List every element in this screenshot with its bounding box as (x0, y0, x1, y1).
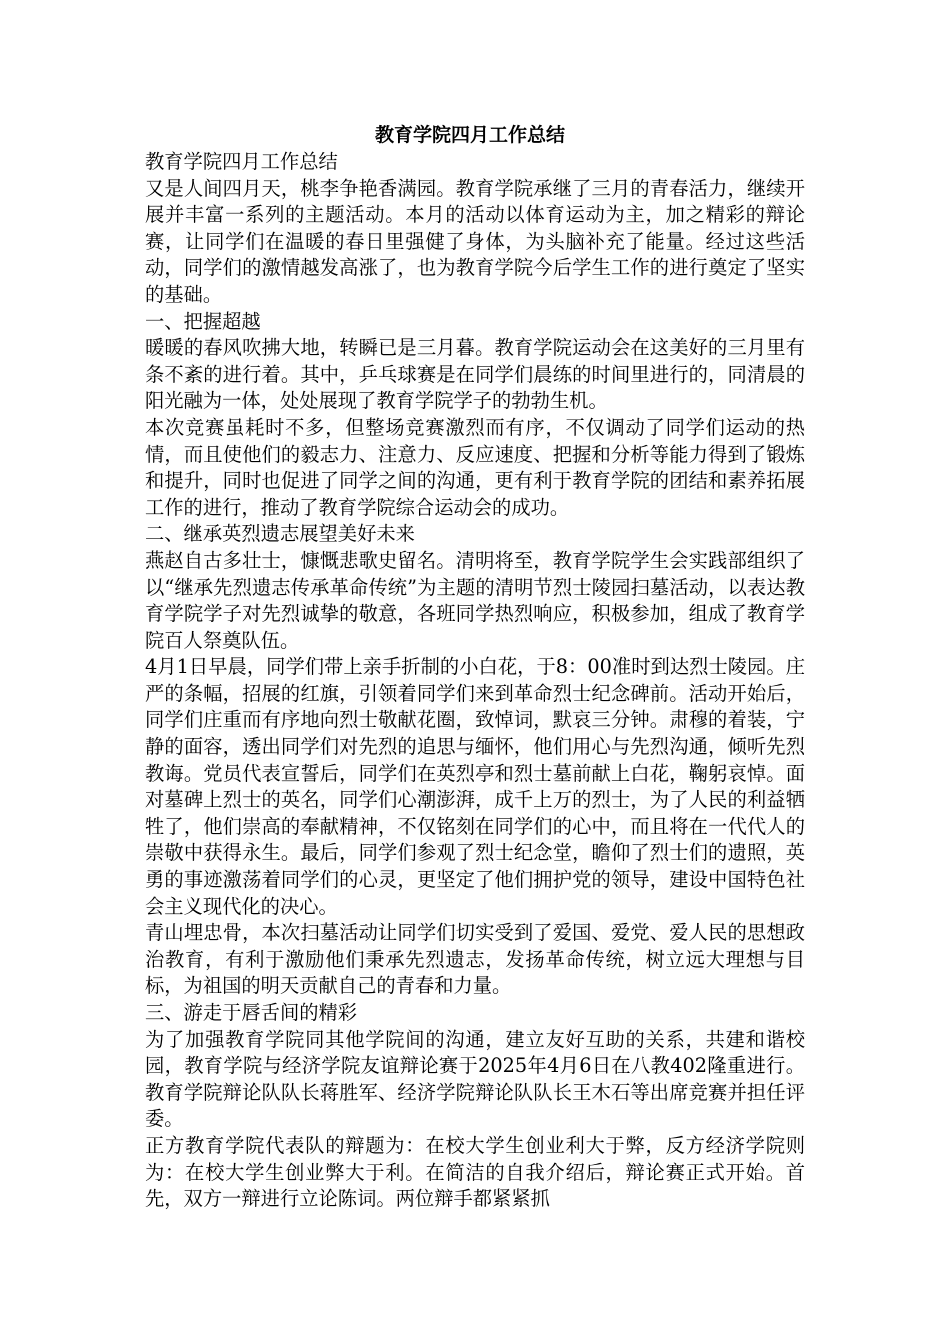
section-2-paragraph-2: 4月1日早晨，同学们带上亲手折制的小白花，于8：00准时到达烈士陵园。庄严的条幅，招展的红旗，引领着同学们来到革命烈士纪念碑前。活动开始后，同学们庄重而有序地向烈士敬献花圈，致悼词，默哀三分钟。肃穆的着装，宁静的面容，透出同学们对先烈的追思与缅怀，他们用心与先烈沟通，倾听先烈教诲。党员代表宣誓后，同学们在英烈亭和烈士墓前献上白花，鞠躬哀悼。面对墓碑上烈士的英名，同学们心潮澎湃，成千上万的烈士，为了人民的利益牺牲了，他们崇高的奉献精神，不仅铭刻在同学们的心中，而且将在一代代人的崇敬中获得永生。最后，同学们参观了烈士纪念堂，瞻仰了烈士们的遗照，英勇的事迹激荡着同学们的心灵，更坚定了他们拥护党的领导，建设中国特色社会主义现代化的决心。 (145, 655, 805, 918)
section-3-paragraph-1: 为了加强教育学院同其他学院间的沟通，建立友好互助的关系，共建和谐校园，教育学院与经济学院友谊辩论赛于2025年4月6日在八教402隆重进行。教育学院辩论队队长蒋胜军、经济学院辩论队队长王木石等出席竞赛并担任评委。 (145, 1027, 805, 1131)
section-3-paragraph-2: 正方教育学院代表队的辩题为：在校大学生创业利大于弊，反方经济学院则为：在校大学生创业弊大于利。在简洁的自我介绍后，辩论赛正式开始。首先，双方一辩进行立论陈词。两位辩手都紧紧抓 (145, 1133, 805, 1211)
section-1-paragraph-1: 暖暖的春风吹拂大地，转瞬已是三月暮。教育学院运动会在这美好的三月里有条不紊的进行着。其中，乒乓球赛是在同学们晨练的时间里进行的，同清晨的阳光融为一体，处处展现了教育学院学子的勃勃生机。 (145, 336, 805, 413)
intro-paragraph: 又是人间四月天，桃李争艳香满园。教育学院承继了三月的青春活力，继续开展并丰富一系列的主题活动。本月的活动以体育运动为主，加之精彩的辩论赛，让同学们在温暖的春日里强健了身体，为头脑补充了能量。经过这些活动，同学们的激情越发高涨了，也为教育学院今后学生工作的进行奠定了坚实的基础。 (145, 176, 805, 306)
document-subtitle-line: 教育学院四月工作总结 (145, 150, 338, 173)
section-2-paragraph-3: 青山埋忠骨，本次扫墓活动让同学们切实受到了爱国、爱党、爱人民的思想政治教育，有利于激励他们秉承先烈遗志，发扬革命传统，树立远大理想与目标，为祖国的明天贡献自己的青春和力量。 (145, 921, 805, 998)
document-title: 教育学院四月工作总结 (374, 124, 565, 146)
section-heading-1: 一、把握超越 (145, 309, 261, 333)
section-1-paragraph-2: 本次竞赛虽耗时不多，但整场竞赛激烈而有序，不仅调动了同学们运动的热情，而且使他们的毅志力、注意力、反应速度、把握和分析等能力得到了锻炼和提升，同时也促进了同学之间的沟通，更有利于教育学院的团结和素养拓展工作的进行，推动了教育学院综合运动会的成功。 (145, 415, 805, 519)
section-2-paragraph-1: 燕赵自古多壮士，慷慨悲歌史留名。清明将至，教育学院学生会实践部组织了以“继承先烈遗志传承革命传统”为主题的清明节烈士陵园扫墓活动，以表达教育学院学子对先烈诚挚的敬意，各班同学热烈响应，积极参加，组成了教育学院百人祭奠队伍。 (145, 548, 805, 652)
section-heading-3: 三、游走于唇舌间的精彩 (145, 1001, 358, 1024)
section-heading-2: 二、继承英烈遗志展望美好未来 (145, 522, 415, 546)
document-body (145, 149, 805, 1213)
